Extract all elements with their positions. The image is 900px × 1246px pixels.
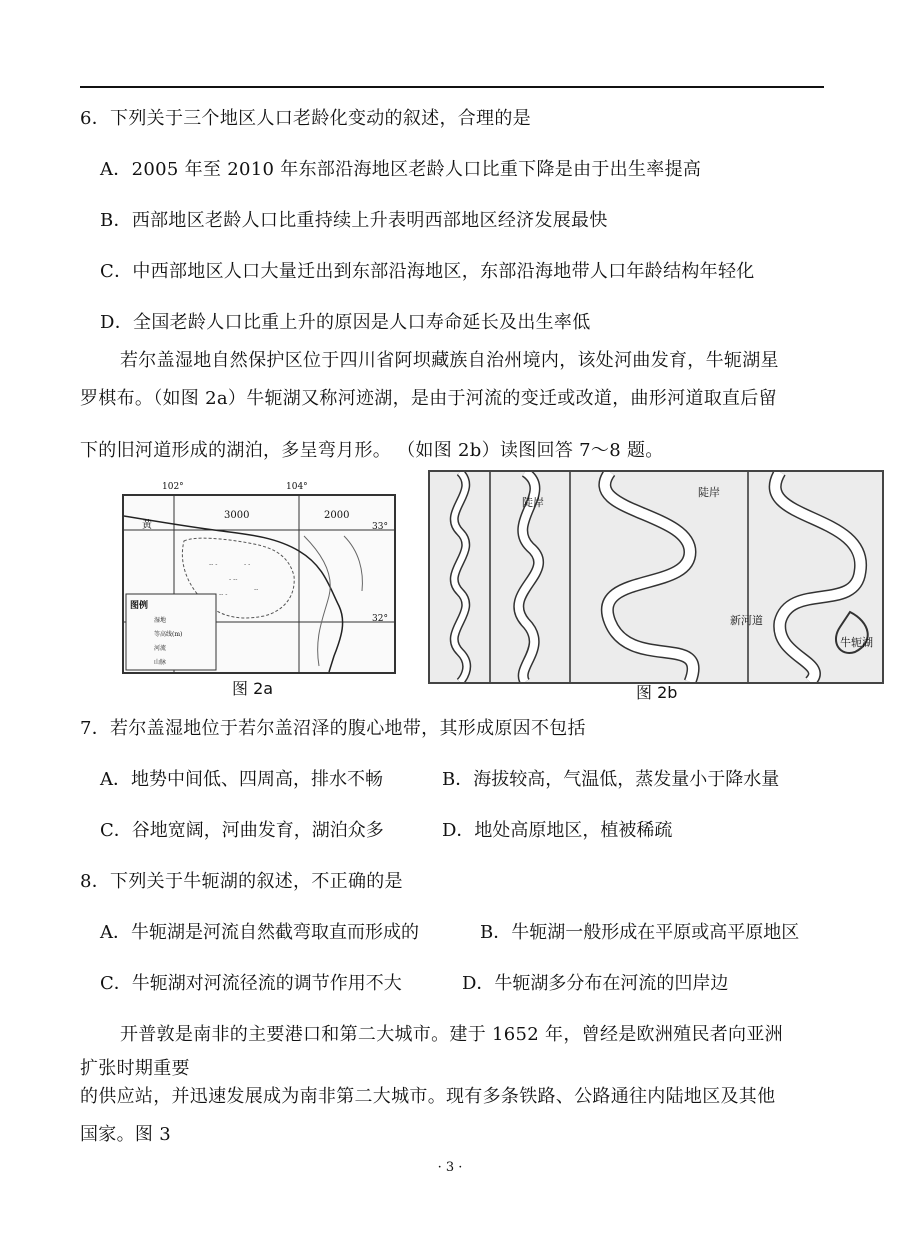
river-label-huang: 黄 <box>142 520 152 531</box>
legend-item-contour: 等高线(m) <box>154 631 183 638</box>
lon-label-102: 102° <box>162 482 184 492</box>
q6-option-c: C．中西部地区人口大量迁出到东部沿海地区，东部沿海地带人口年龄结构年轻化 <box>100 261 755 282</box>
q8-option-a: A．牛轭湖是河流自然截弯取直而形成的 <box>100 922 419 943</box>
lon-label-104: 104° <box>286 482 308 492</box>
contour-3000: 3000 <box>224 510 250 521</box>
intro2-line2: 扩张时期重要 <box>80 1058 190 1079</box>
legend-item-wetland: 湿地 <box>154 617 167 624</box>
intro2-line1: 开普敦是南非的主要港口和第二大城市。建于 1652 年，曾经是欧洲殖民者向亚洲 <box>120 1024 783 1045</box>
q7-option-c: C．谷地宽阔，河曲发育，湖泊众多 <box>100 820 384 841</box>
q7-option-d: D．地处高原地区，植被稀疏 <box>442 820 673 841</box>
q6-option-b: B．西部地区老龄人口比重持续上升表明西部地区经济发展最快 <box>100 210 608 231</box>
figure-2b-caption: 图 2b <box>636 683 678 702</box>
label-steep-bank-2: 陡岸 <box>698 486 720 499</box>
svg-text:-- -: -- - <box>219 591 228 598</box>
q7-option-b: B．海拔较高，气温低，蒸发量小于降水量 <box>442 769 780 790</box>
svg-text:--: -- <box>254 586 259 593</box>
figure-2b-meanders <box>428 470 884 684</box>
legend-items <box>154 614 182 670</box>
top-rule <box>80 86 824 88</box>
q8-option-b: B．牛轭湖一般形成在平原或高平原地区 <box>480 922 800 943</box>
q6-option-d: D．全国老龄人口比重上升的原因是人口寿命延长及出生率低 <box>100 312 591 333</box>
intro1-line3: 下的旧河道形成的湖泊，多呈弯月形。 （如图 2b）读图回答 7～8 题。 <box>80 440 664 461</box>
q7-option-a: A．地势中间低、四周高，排水不畅 <box>100 769 383 790</box>
svg-text:- -: - - <box>244 561 251 568</box>
contour-2000: 2000 <box>324 510 350 521</box>
page-number: · 3 · <box>437 1160 463 1175</box>
figure-2a-caption: 图 2a <box>232 679 274 698</box>
q8-option-d: D．牛轭湖多分布在河流的凹岸边 <box>462 973 729 994</box>
svg-text:- --: - -- <box>229 576 238 583</box>
svg-text:-- -: -- - <box>209 561 218 568</box>
lat-label-33: 33° <box>372 522 388 532</box>
legend-title: 图例 <box>130 601 149 611</box>
intro1-line1: 若尔盖湿地自然保护区位于四川省阿坝藏族自治州境内，该处河曲发育，牛轭湖星 <box>120 350 779 371</box>
q8-option-c: C．牛轭湖对河流径流的调节作用不大 <box>100 973 402 994</box>
intro1-line2: 罗棋布。（如图 2a）牛轭湖又称河迹湖，是由于河流的变迁或改道，曲形河道取直后留 <box>80 388 777 409</box>
q6-stem: 6．下列关于三个地区人口老龄化变动的叙述，合理的是 <box>80 108 531 129</box>
legend-item-river: 河流 <box>154 645 167 652</box>
label-steep-bank-1: 陡岸 <box>522 496 544 509</box>
label-oxbow-lake: 牛轭湖 <box>840 636 873 649</box>
intro2-line3: 的供应站，并迅速发展成为南非第二大城市。现有多条铁路、公路通往内陆地区及其他 <box>80 1086 776 1107</box>
q7-stem: 7．若尔盖湿地位于若尔盖沼泽的腹心地带，其形成原因不包括 <box>80 718 586 739</box>
q6-option-a: A．2005 年至 2010 年东部沿海地区老龄人口比重下降是由于出生率提高 <box>100 159 702 180</box>
figure-2a-map <box>122 482 396 674</box>
label-new-channel: 新河道 <box>730 614 763 627</box>
q8-stem: 8．下列关于牛轭湖的叙述，不正确的是 <box>80 871 403 892</box>
legend-item-mountain: 山脉 <box>154 659 167 666</box>
lat-label-32: 32° <box>372 614 388 624</box>
intro2-line4: 国家。图 3 <box>80 1124 171 1145</box>
